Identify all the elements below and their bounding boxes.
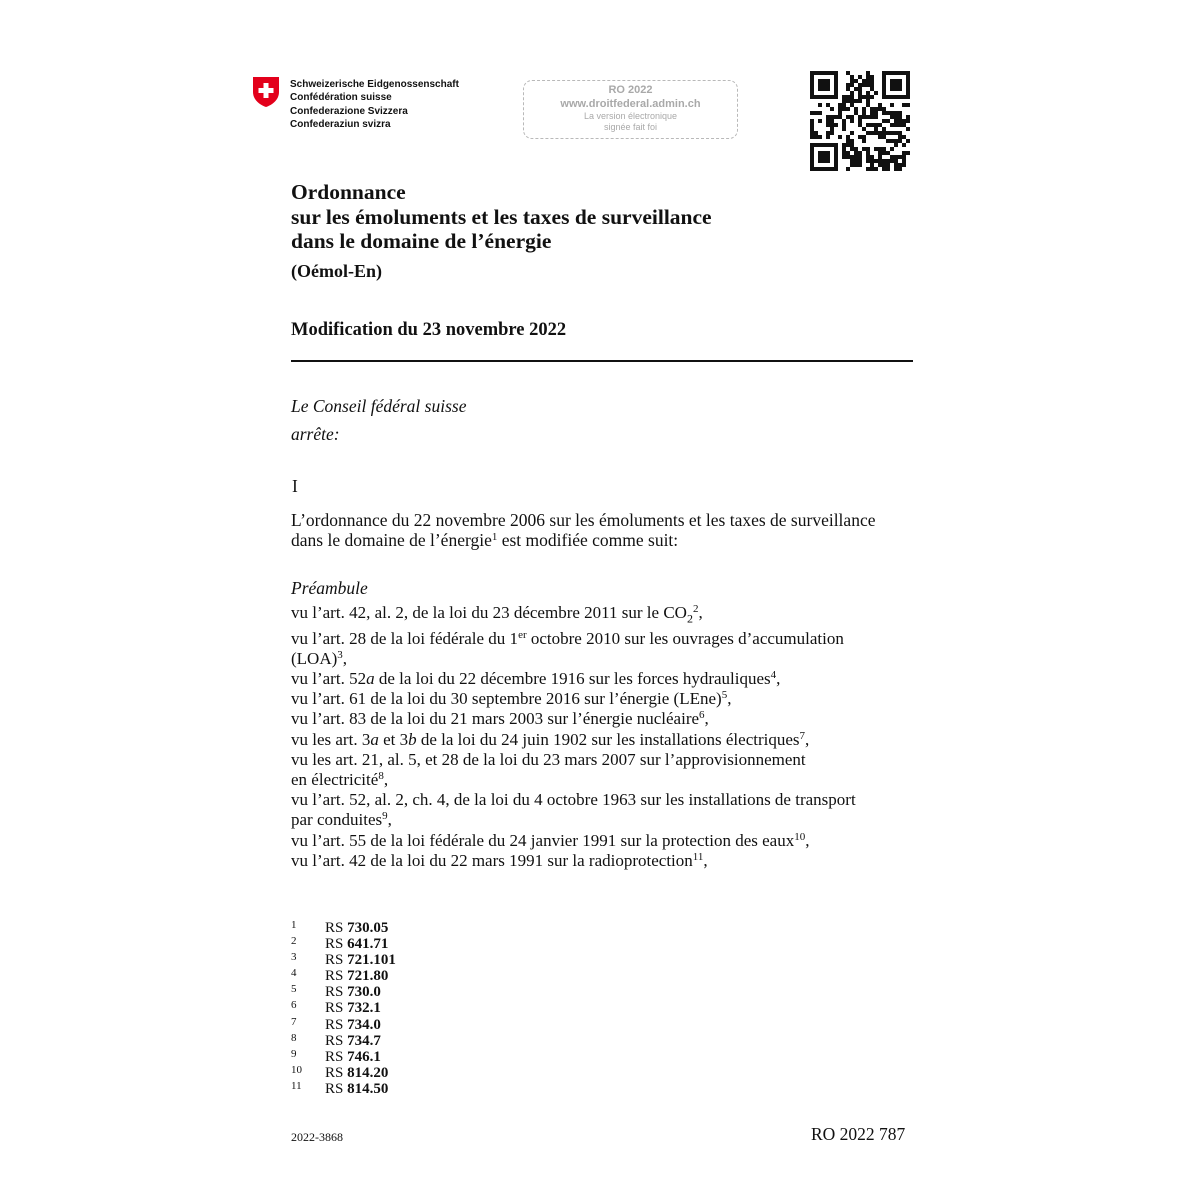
footnote-ref[interactable]: 3 xyxy=(337,648,343,661)
preamble-text: vu l’art. 42, al. 2, de la loi du 23 décembre 2011 sur le CO xyxy=(291,603,687,622)
preamble-line xyxy=(291,669,916,689)
footnote-ref[interactable]: 4 xyxy=(770,669,777,681)
footnote-prefix: RS xyxy=(325,1000,348,1017)
amendment-paragraph xyxy=(291,510,916,550)
paragraph-text: est modifiée comme suit: xyxy=(497,530,679,550)
subscript: 2 xyxy=(686,611,693,626)
footnote-reference[interactable] xyxy=(325,1065,388,1081)
preamble-line xyxy=(291,603,916,629)
footnote-sr-number: 732.1 xyxy=(347,1000,381,1017)
ordinance-abbreviation: (Oémol-En) xyxy=(291,261,382,281)
footnote-reference[interactable] xyxy=(325,984,381,1000)
footnote-prefix: RS xyxy=(325,968,348,985)
footnote-sr-number: 734.0 xyxy=(347,1016,381,1033)
preamble-line xyxy=(291,770,916,790)
preamble-text: , xyxy=(805,729,810,749)
preamble-line xyxy=(291,629,916,649)
title-divider xyxy=(291,360,913,362)
confederation-name-de: Schweizerische Eidgenossenschaft xyxy=(290,79,459,90)
footnote-sr-number: 721.80 xyxy=(347,968,389,985)
preamble-text: vu l’art. 52 xyxy=(291,669,367,688)
enacting-verb: arrête: xyxy=(291,424,340,444)
preamble-text: vu l’art. 61 de la loi du 30 septembre 2016 sur l’énergie (LEne) xyxy=(291,689,722,709)
superscript: er xyxy=(518,628,527,641)
footnote-reference[interactable] xyxy=(325,1000,381,1016)
footnote-number: 1 xyxy=(291,919,297,931)
footnote-reference[interactable] xyxy=(325,952,396,968)
confederation-name-fr: Confédération suisse xyxy=(290,92,392,104)
footnote-number: 9 xyxy=(291,1047,297,1060)
footnote-sr-number: 814.20 xyxy=(347,1064,389,1081)
swiss-cross-icon xyxy=(252,76,280,108)
modification-date: Modification du 23 novembre 2022 xyxy=(291,320,567,340)
confederation-name-rm: Confederaziun svizra xyxy=(290,119,391,131)
enacting-authority: Le Conseil fédéral suisse xyxy=(291,396,467,416)
footnote-sr-number: 730.05 xyxy=(347,920,389,936)
preamble-text: vu l’art. 55 de la loi fédérale du 24 janvier 1991 sur la protection des eaux xyxy=(291,830,795,850)
footnote-prefix: RS xyxy=(325,936,348,953)
footnote-number: 8 xyxy=(291,1031,297,1044)
footnote-reference[interactable] xyxy=(325,1033,381,1049)
preamble-text: en électricité xyxy=(291,770,379,790)
paragraph-text: dans le domaine de l’énergie xyxy=(291,530,492,550)
footnote-number: 6 xyxy=(291,999,297,1012)
footnote-ref[interactable]: 1 xyxy=(491,531,498,543)
paragraph-line-2 xyxy=(291,530,916,550)
footnote-number: 3 xyxy=(291,951,297,964)
stamp-url[interactable]: www.droitfederal.admin.ch xyxy=(560,98,701,110)
preamble-text: , xyxy=(703,850,708,870)
footnote-ref[interactable]: 11 xyxy=(692,850,704,863)
preamble-text: , xyxy=(387,810,392,830)
preamble-line xyxy=(291,750,916,770)
footnote-reference[interactable] xyxy=(325,1049,381,1065)
footnotes xyxy=(291,920,396,1097)
footnote-ref[interactable]: 8 xyxy=(378,770,384,783)
footnote-sr-number: 721.101 xyxy=(347,952,396,969)
footnote-prefix: RS xyxy=(325,1032,348,1049)
electronic-signature-stamp xyxy=(523,80,738,139)
preamble-text: vu les art. 21, al. 5, et 28 de la loi du 23 mars 2007 sur l’approvisionnement xyxy=(291,749,806,769)
preamble-text: , xyxy=(727,689,732,709)
footnote-number: 4 xyxy=(291,967,297,980)
preamble-text: et 3 xyxy=(378,729,409,749)
footnote-sr-number: 814.50 xyxy=(347,1080,389,1097)
preamble-text: vu l’art. 52, al. 2, ch. 4, de la loi du 4 octobre 1963 sur les installations de transport xyxy=(291,790,856,810)
title-line-1: Ordonnance xyxy=(291,180,406,204)
footnote-number: 11 xyxy=(291,1079,302,1092)
footnote-ref[interactable]: 5 xyxy=(721,689,728,702)
footnote-ref[interactable]: 10 xyxy=(794,830,806,843)
stamp-note-1: La version électronique xyxy=(583,111,678,121)
preamble-text: de la loi du 22 décembre 1916 sur les forces hydrauliques xyxy=(374,669,771,688)
footnote-reference[interactable] xyxy=(325,1017,381,1033)
footnote-sr-number: 730.0 xyxy=(347,984,381,1001)
preamble-text: , xyxy=(698,603,703,622)
footnote-number: 2 xyxy=(291,935,297,948)
preamble-line xyxy=(291,649,916,669)
footnote-ref[interactable]: 9 xyxy=(382,810,388,823)
preamble-text: octobre 2010 sur les ouvrages d’accumulation xyxy=(526,628,844,648)
preamble-line xyxy=(291,851,916,871)
section-number: I xyxy=(292,476,298,496)
preamble-text: , xyxy=(342,648,348,668)
enacting-clause xyxy=(291,392,466,448)
preamble-line xyxy=(291,831,916,851)
article-letter: a xyxy=(366,669,375,688)
paragraph-line-1: L’ordonnance du 22 novembre 2006 sur les émoluments et les taxes de surveillance xyxy=(291,510,876,530)
preamble-text: vu l’art. 83 de la loi du 21 mars 2003 sur l’énergie nucléaire xyxy=(291,709,700,729)
footnote-prefix: RS xyxy=(325,920,348,936)
footnote-prefix: RS xyxy=(325,1064,348,1081)
preamble-line xyxy=(291,689,916,709)
stamp-note-2: signée fait foi xyxy=(603,122,658,132)
preamble-body xyxy=(291,603,916,871)
title-line-3: dans le domaine de l’énergie xyxy=(291,229,552,253)
footnote-prefix: RS xyxy=(325,952,348,969)
stamp-collection: RO 2022 xyxy=(608,84,653,96)
preamble-text: par conduites xyxy=(291,810,383,830)
preamble-text: vu l’art. 42 de la loi du 22 mars 1991 sur la radioprotection xyxy=(291,850,693,870)
ordinance-title xyxy=(291,180,712,254)
preamble-text: vu l’art. 28 de la loi fédérale du 1 xyxy=(291,628,519,648)
document-number: 2022-3868 xyxy=(291,1130,343,1144)
preamble-text: vu les art. 3 xyxy=(291,729,371,749)
confederation-names xyxy=(290,78,459,132)
ro-reference: RO 2022 787 xyxy=(811,1124,906,1144)
preamble-line xyxy=(291,790,916,810)
article-letter: a xyxy=(370,729,379,749)
footnote-ref[interactable]: 2 xyxy=(692,603,699,615)
footnote-reference[interactable] xyxy=(325,936,388,952)
footnote-reference[interactable] xyxy=(325,920,388,936)
preamble-line xyxy=(291,709,916,729)
preamble-heading: Préambule xyxy=(291,578,368,598)
qr-code-icon xyxy=(810,71,910,171)
preamble-text: de la loi du 24 juin 1902 sur les installations électriques xyxy=(416,729,800,749)
footnote-prefix: RS xyxy=(325,1080,348,1097)
footnote-prefix: RS xyxy=(325,1048,348,1065)
footnote-prefix: RS xyxy=(325,1016,348,1033)
preamble-text: , xyxy=(704,709,709,729)
preamble-line xyxy=(291,810,916,830)
title-line-2: sur les émoluments et les taxes de surveillance xyxy=(291,204,712,229)
footnote-number: 5 xyxy=(291,983,297,996)
preamble-text: , xyxy=(383,770,389,790)
preamble-line xyxy=(291,730,916,750)
footnote-sr-number: 746.1 xyxy=(347,1048,381,1065)
footnote-prefix: RS xyxy=(325,984,348,1001)
footnote-item xyxy=(291,1081,396,1097)
footnote-reference[interactable] xyxy=(325,1081,388,1097)
footnote-ref[interactable]: 7 xyxy=(799,729,806,742)
footnote-sr-number: 734.7 xyxy=(347,1032,381,1049)
footnote-number: 7 xyxy=(291,1015,297,1028)
article-letter: b xyxy=(408,729,417,749)
confederation-name-it: Confederazione Svizzera xyxy=(290,105,408,117)
preamble-text: (LOA) xyxy=(291,648,338,668)
preamble-text: , xyxy=(805,830,810,850)
preamble-text: , xyxy=(776,669,781,688)
footnote-number: 10 xyxy=(291,1063,302,1076)
footnote-sr-number: 641.71 xyxy=(347,936,389,953)
footnote-ref[interactable]: 6 xyxy=(699,709,705,722)
footnote-reference[interactable] xyxy=(325,968,388,984)
